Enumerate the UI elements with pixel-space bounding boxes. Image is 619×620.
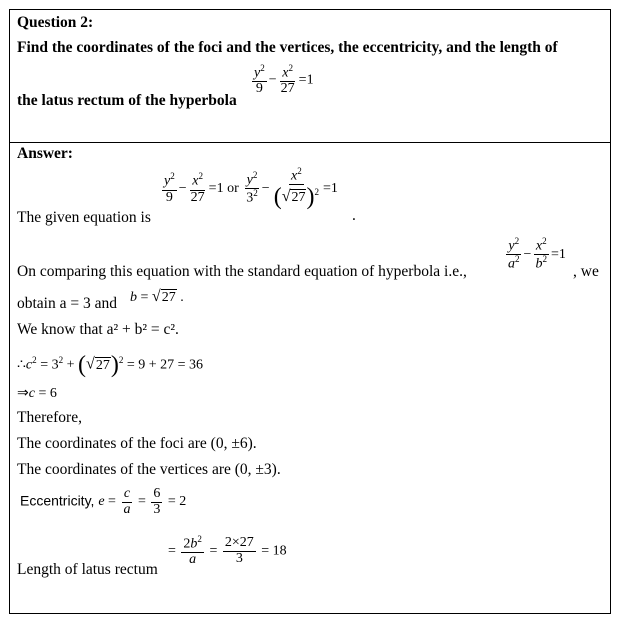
c-squared-math: $\therefore c^2 = 3^2 + (√27)^2 = 9 + 27 = 36$: [17, 352, 204, 378]
question-line-2: the latus rectum of the hyperbola: [17, 92, 237, 109]
c-value-math: ⇒c = 6: [17, 386, 57, 401]
b-value-math: b = √27 .: [130, 288, 184, 305]
therefore-text: Therefore,: [17, 409, 82, 426]
question-heading: Question 2:: [17, 14, 94, 31]
question-box: [9, 9, 611, 144]
standard-equation-math: $\frac{y^2}{a^2}$ − $\frac{x^2}{b^2}$ =1: [508, 236, 566, 272]
vertices-text: The coordinates of the vertices are (0, ±3).: [17, 461, 281, 478]
latus-rectum-math: = $\frac{2b^2}{a}$ = $\frac{2\times 27}{3}$ = 18: [168, 534, 287, 568]
we-text: , we: [573, 263, 599, 280]
question-line-1: Find the coordinates of the foci and the vertices, the eccentricity, and the length of: [17, 39, 558, 56]
given-period: .: [352, 207, 356, 224]
pythagorean-text: We know that a² + b² = c².: [17, 321, 179, 338]
given-text: The given equation is: [17, 209, 151, 226]
foci-text: The coordinates of the foci are (0, ±6).: [17, 435, 257, 452]
answer-box: [9, 142, 611, 614]
eccentricity-line: Eccentricity, e = $\frac{c}{a}$ = $\frac{6}{3}$ = 2: [20, 486, 187, 517]
hyperbola-equation: $\frac{y^2}{9}$ − $\frac{x^2}{27}$ =1: [254, 63, 314, 97]
eccentricity-label: Eccentricity,: [20, 492, 95, 509]
given-equation-math: $\frac{y^2}{9}$ − $\frac{x^2}{27}$ =1 or $\frac{y^2}{3^2}$ − $\frac{x^2}{(√27)^2}$ =1: [164, 166, 338, 211]
answer-heading: Answer:: [17, 145, 73, 162]
latus-rectum-label: Length of latus rectum: [17, 561, 158, 578]
comparing-text: On comparing this equation with the standard equation of hyperbola i.e.,: [17, 263, 467, 280]
obtain-text: obtain a = 3 and: [17, 295, 117, 312]
